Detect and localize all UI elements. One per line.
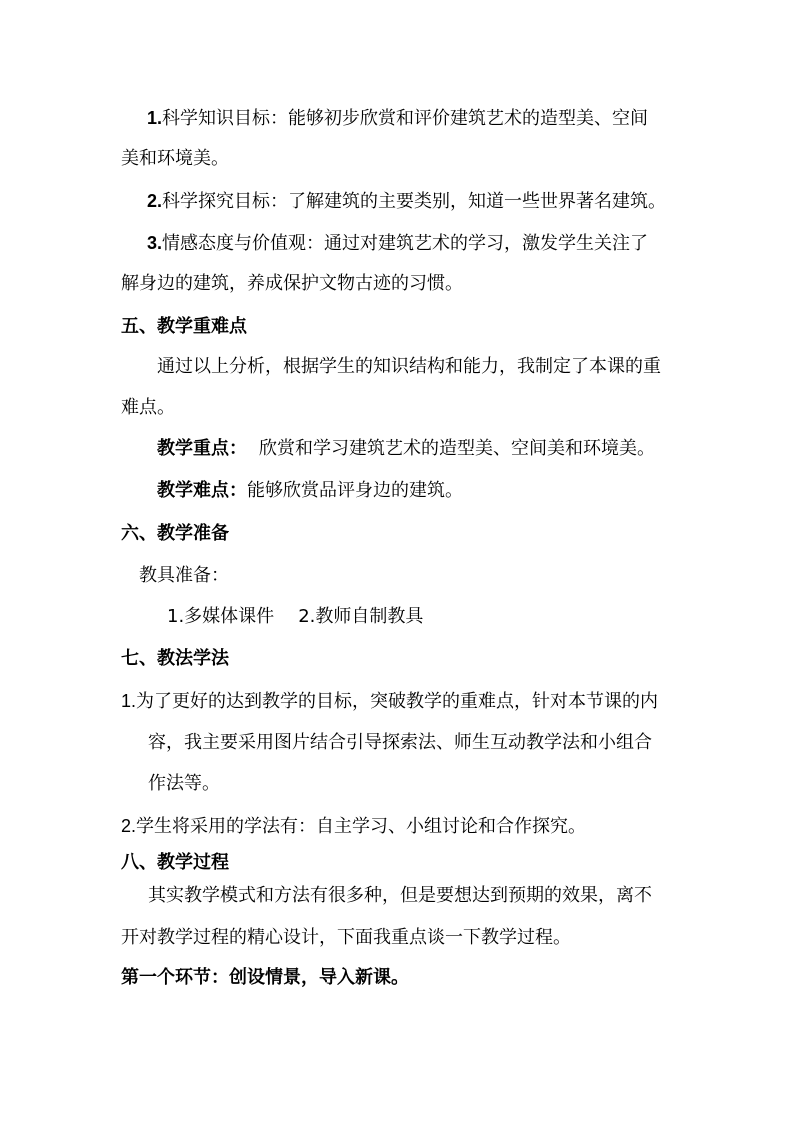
step-1-heading: 第一个环节：创设情景，导入新课。 bbox=[121, 967, 409, 988]
section-8-intro-line-2: 开对教学过程的精心设计，下面我重点谈一下教学过程。 bbox=[121, 927, 571, 948]
section-8-intro-line-1: 其实教学模式和方法有很多种，但是要想达到预期的效果，离不 bbox=[148, 885, 652, 906]
method-2 bbox=[121, 814, 586, 839]
difficulty-point-label: 教学难点： bbox=[157, 480, 247, 501]
section-7-heading: 七、教法学法 bbox=[121, 648, 229, 669]
key-point-text: 欣赏和学习建筑艺术的造型美、空间美和环境美。 bbox=[259, 438, 655, 459]
section-5-intro-line-1: 通过以上分析，根据学生的知识结构和能力，我制定了本课的重 bbox=[157, 356, 661, 377]
method-1-number: 1. bbox=[121, 691, 137, 711]
objective-1-text: 科学知识目标：能够初步欣赏和评价建筑艺术的造型美、空间 bbox=[162, 108, 649, 129]
section-5-intro-line-2: 难点。 bbox=[121, 397, 175, 418]
section-5-heading: 五、教学重难点 bbox=[121, 316, 247, 337]
key-point bbox=[157, 437, 655, 461]
section-6-heading: 六、教学准备 bbox=[121, 523, 229, 544]
method-2-number: 2. bbox=[121, 816, 137, 836]
objective-2-text: 科学探究目标：了解建筑的主要类别，知道一些世界著名建筑。 bbox=[162, 191, 667, 212]
objective-3-number: 3. bbox=[147, 233, 163, 253]
objective-1 bbox=[147, 106, 648, 131]
objective-1-number: 1. bbox=[147, 108, 163, 128]
key-point-label: 教学重点： bbox=[157, 438, 247, 459]
method-2-text: 学生将采用的学法有：自主学习、小组讨论和合作探究。 bbox=[136, 816, 587, 837]
tools-list bbox=[167, 605, 423, 629]
method-1-line-1: 为了更好的达到教学的目标，突破教学的重难点，针对本节课的内 bbox=[136, 691, 659, 712]
tools-label: 教具准备： bbox=[139, 565, 229, 586]
objective-3-text: 情感态度与价值观：通过对建筑艺术的学习，激发学生关注了 bbox=[162, 233, 649, 254]
tool-1: 1.多媒体课件 bbox=[167, 606, 275, 627]
objective-1-continuation: 美和环境美。 bbox=[121, 148, 229, 169]
objective-2-number: 2. bbox=[147, 191, 163, 211]
objective-2 bbox=[147, 189, 666, 214]
difficulty-point bbox=[157, 479, 463, 503]
method-1-line-2: 容，我主要采用图片结合引导探索法、师生互动教学法和小组合 bbox=[148, 732, 652, 753]
difficulty-point-text: 能够欣赏品评身边的建筑。 bbox=[247, 480, 463, 501]
objective-3-continuation: 解身边的建筑，养成保护文物古迹的习惯。 bbox=[121, 273, 463, 294]
method-1 bbox=[121, 689, 658, 714]
objective-3 bbox=[147, 231, 648, 256]
method-1-line-3: 作法等。 bbox=[148, 773, 220, 794]
tool-2: 2.教师自制教具 bbox=[298, 606, 424, 627]
section-8-heading: 八、教学过程 bbox=[121, 852, 229, 873]
